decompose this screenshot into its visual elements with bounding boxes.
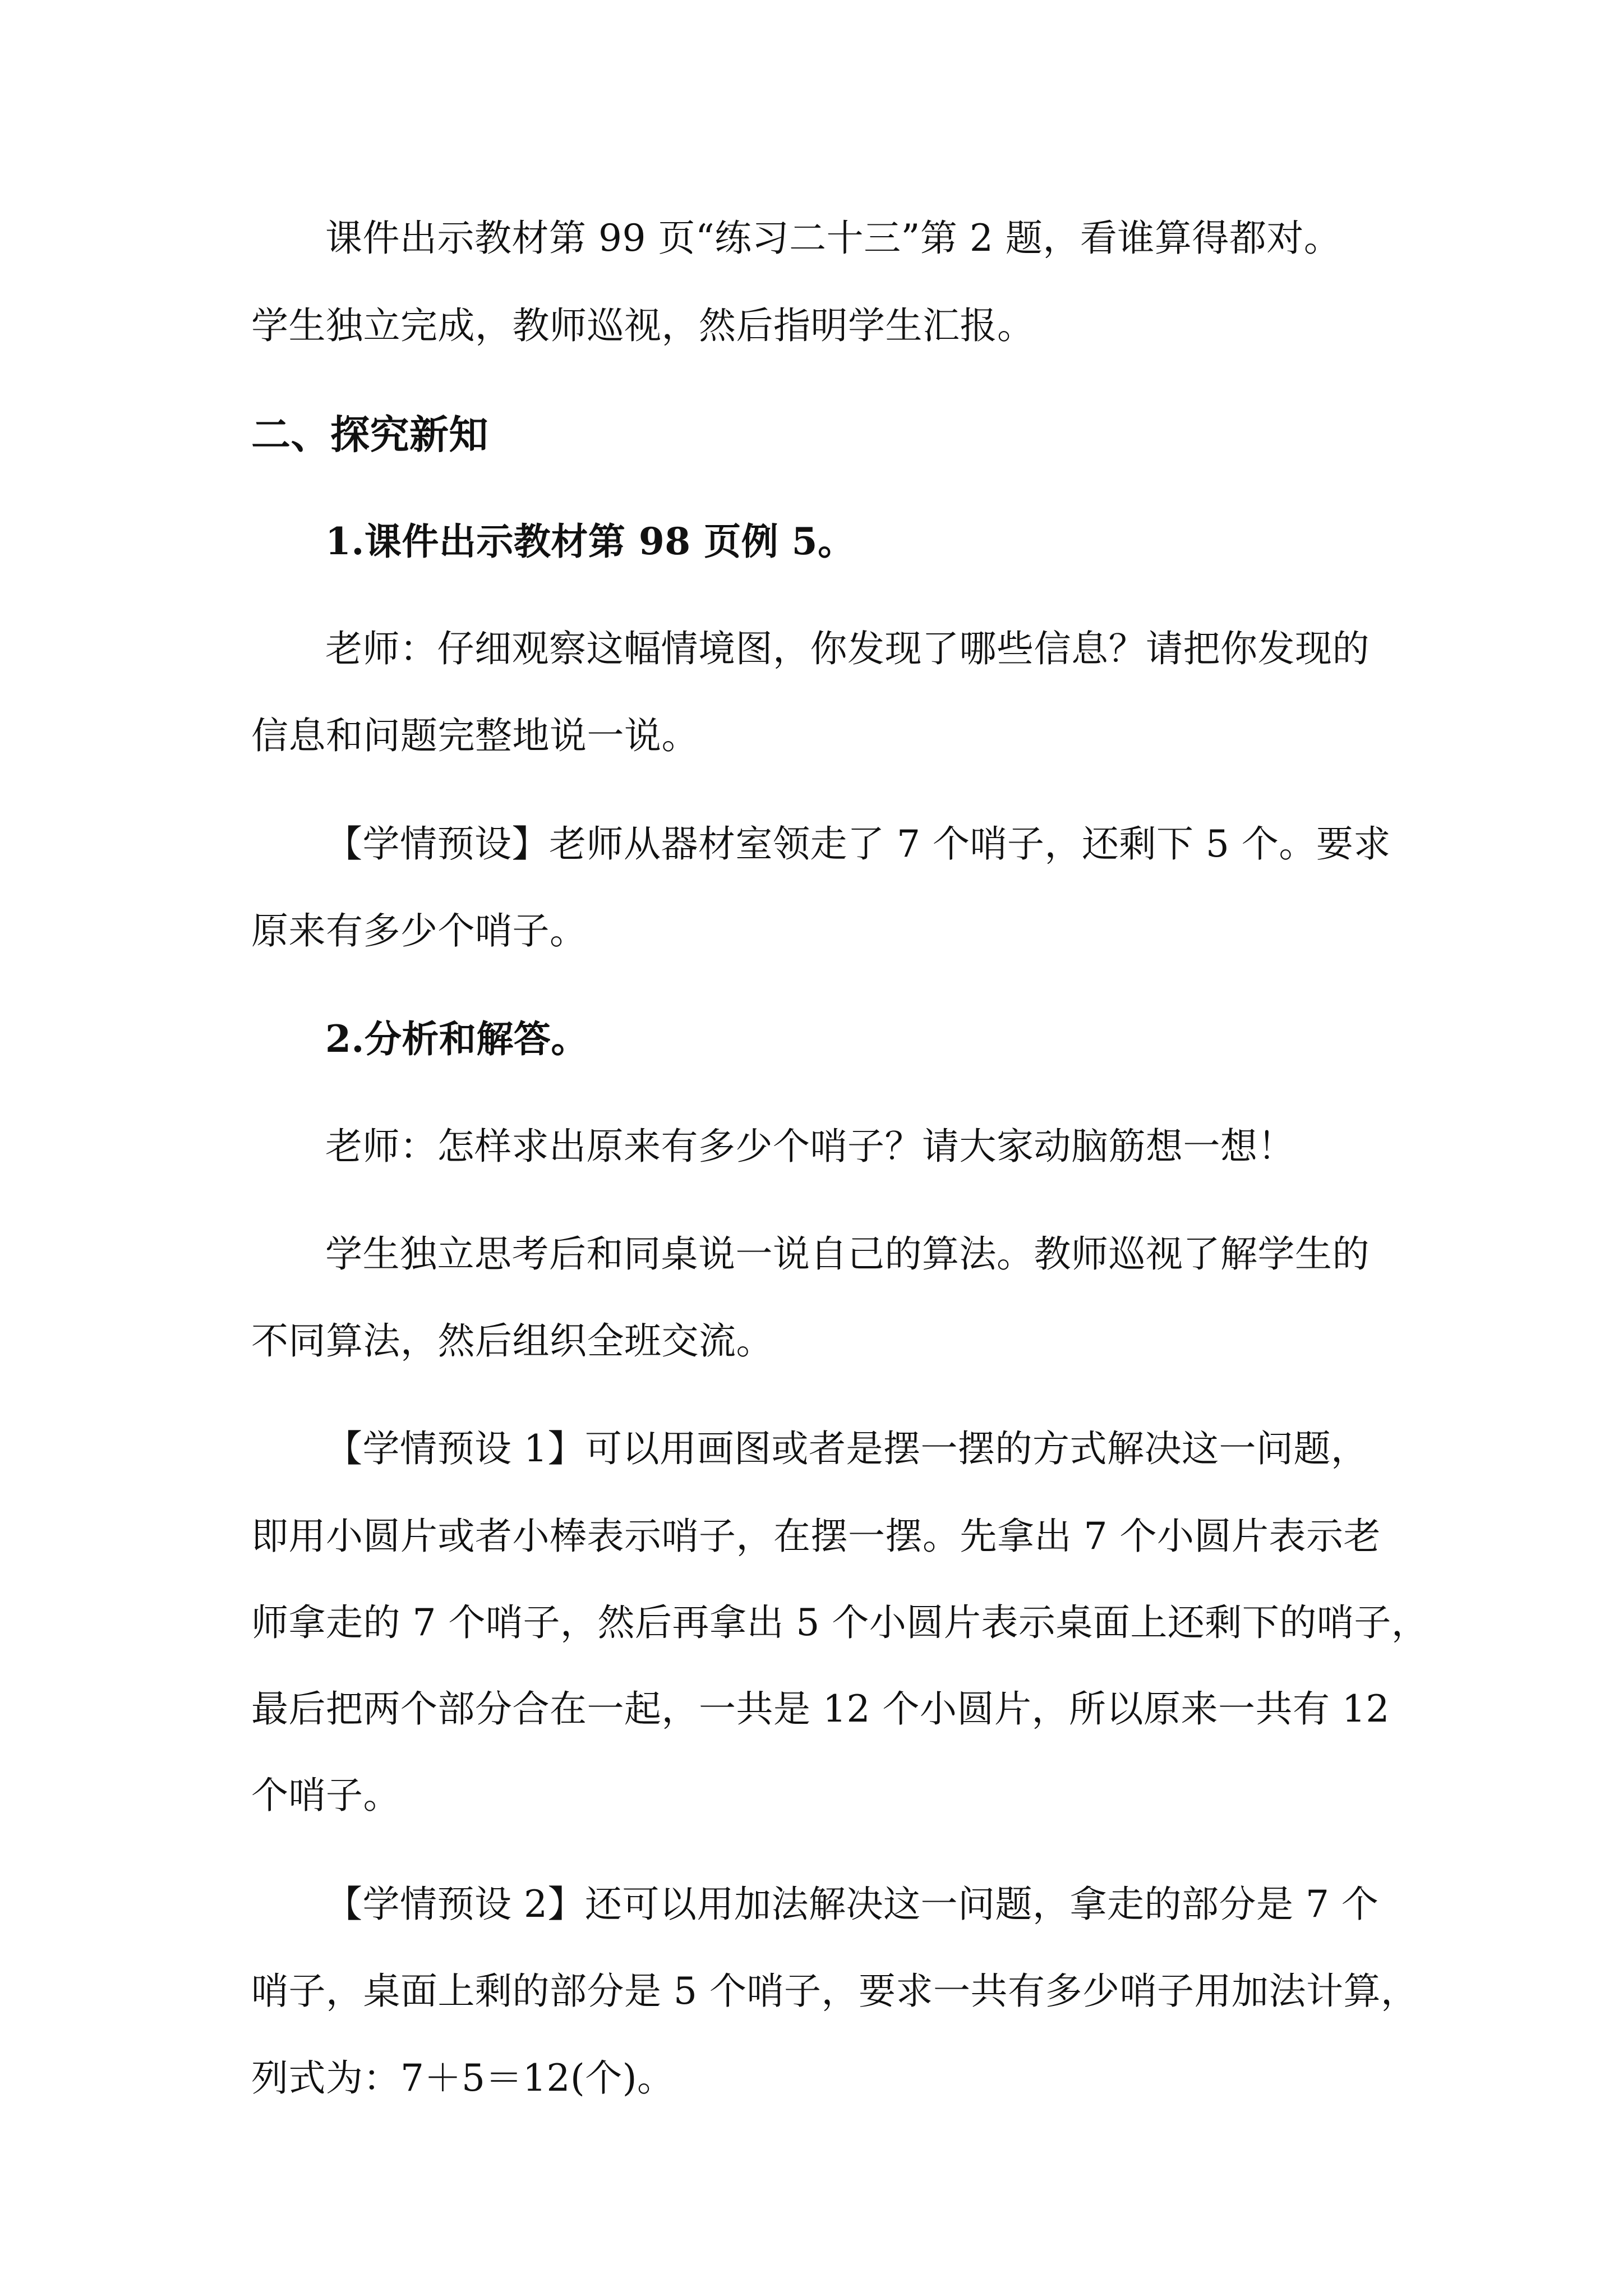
preset-2-line-3: 列式为：7＋5＝12(个)。	[251, 2056, 675, 2100]
preset-line-2: 原来有多少个哨子。	[251, 909, 587, 953]
preset-1-line-4: 最后把两个部分合在一起，一共是 12 个小圆片，所以原来一共有 12	[251, 1687, 1390, 1731]
preset-1-line-3: 师拿走的 7 个哨子，然后再拿出 5 个小圆片表示桌面上还剩下的哨子，	[251, 1601, 1429, 1644]
preset-line-1: 【学情预设】老师从器材室领走了 7 个哨子，还剩下 5 个。要求	[325, 822, 1391, 866]
teacher-question-2: 老师：怎样求出原来有多少个哨子？请大家动脑筋想一想！	[325, 1125, 1295, 1168]
preset-1-line-5: 个哨子。	[251, 1774, 400, 1817]
preset-1-line-2: 即用小圆片或者小棒表示哨子，在摆一摆。先拿出 7 个小圆片表示老	[251, 1515, 1381, 1558]
teacher-question-1-line-1: 老师：仔细观察这幅情境图，你发现了哪些信息？请把你发现的	[325, 627, 1370, 670]
preset-1-line-1: 【学情预设 1】可以用画图或者是摆一摆的方式解决这一问题，	[325, 1427, 1368, 1470]
section-heading: 二、探究新知	[251, 412, 488, 458]
preset-2-line-2: 哨子，桌面上剩的部分是 5 个哨子，要求一共有多少哨子用加法计算，	[251, 1970, 1418, 2013]
intro-line-1: 课件出示教材第 99 页“练习二十三”第 2 题，看谁算得都对。	[325, 217, 1341, 260]
step-2-title: 2.分析和解答。	[325, 1017, 588, 1061]
student-work-line-1: 学生独立思考后和同桌说一说自己的算法。教师巡视了解学生的	[325, 1232, 1370, 1276]
teacher-question-1-line-2: 信息和问题完整地说一说。	[251, 714, 699, 757]
intro-line-2: 学生独立完成，教师巡视，然后指明学生汇报。	[251, 304, 1035, 347]
step-1-title: 1.课件出示教材第 98 页例 5。	[325, 519, 855, 563]
preset-2-line-1: 【学情预设 2】还可以用加法解决这一问题，拿走的部分是 7 个	[325, 1883, 1379, 1926]
student-work-line-2: 不同算法，然后组织全班交流。	[251, 1319, 773, 1363]
